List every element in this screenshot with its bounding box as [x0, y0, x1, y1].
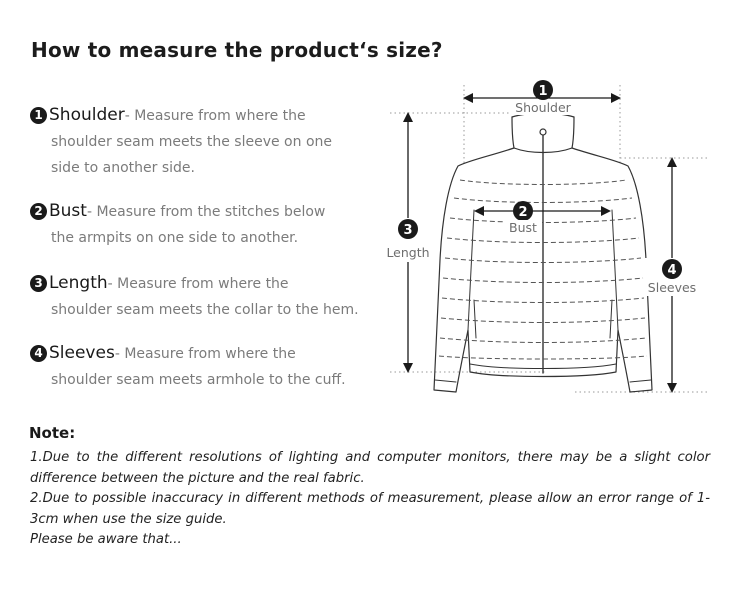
measure-description-cont: side to another side.: [51, 160, 195, 176]
measure-description-cont: shoulder seam meets armhole to the cuff.: [51, 372, 346, 388]
length-label: Length: [386, 245, 430, 260]
measure-description-cont: shoulder seam meets the collar to the hem.: [51, 302, 359, 318]
note-line-1: 1.Due to the different resolutions of lighting and computer monitors, there may be a slight color difference between the picture and the real fabric.: [30, 450, 710, 486]
measure-description: - Measure from the stitches below: [86, 204, 326, 220]
note-line-3: Please be aware that...: [30, 532, 182, 547]
sleeves-label: Sleeves: [647, 280, 697, 295]
number-badge: 4: [30, 345, 47, 362]
guide-lines: [390, 85, 708, 392]
number-badge: 1: [30, 107, 47, 124]
page-title: How to measure the product‘s size?: [31, 38, 443, 62]
jacket-outline: [434, 113, 652, 392]
number-badge: 2: [30, 203, 47, 220]
bust-number: 2: [518, 205, 528, 220]
number-badge: 3: [30, 275, 47, 292]
note-title: Note:: [29, 424, 76, 442]
bust-label: Bust: [509, 220, 537, 235]
shoulder-number: 1: [538, 84, 548, 99]
notes: [30, 448, 710, 551]
measure-description-cont: the armpits on one side to another.: [51, 230, 299, 246]
measure-term: Bust: [49, 201, 87, 221]
length-number: 3: [403, 223, 413, 238]
shoulder-label: Shoulder: [515, 100, 571, 115]
measure-description-cont: shoulder seam meets the sleeve on one: [51, 134, 332, 150]
sleeves-number: 4: [667, 263, 677, 278]
measure-term: Shoulder: [49, 105, 125, 125]
measure-description: - Measure from where the: [114, 346, 296, 362]
measure-term: Length: [49, 273, 108, 293]
measure-description: - Measure from where the: [107, 276, 289, 292]
note-line-2: 2.Due to possible inaccuracy in different methods of measurement, please allow an error range of 1-3cm when use the size guide.: [30, 491, 710, 527]
measure-term: Sleeves: [49, 343, 115, 363]
measure-description: - Measure from where the: [124, 108, 306, 124]
